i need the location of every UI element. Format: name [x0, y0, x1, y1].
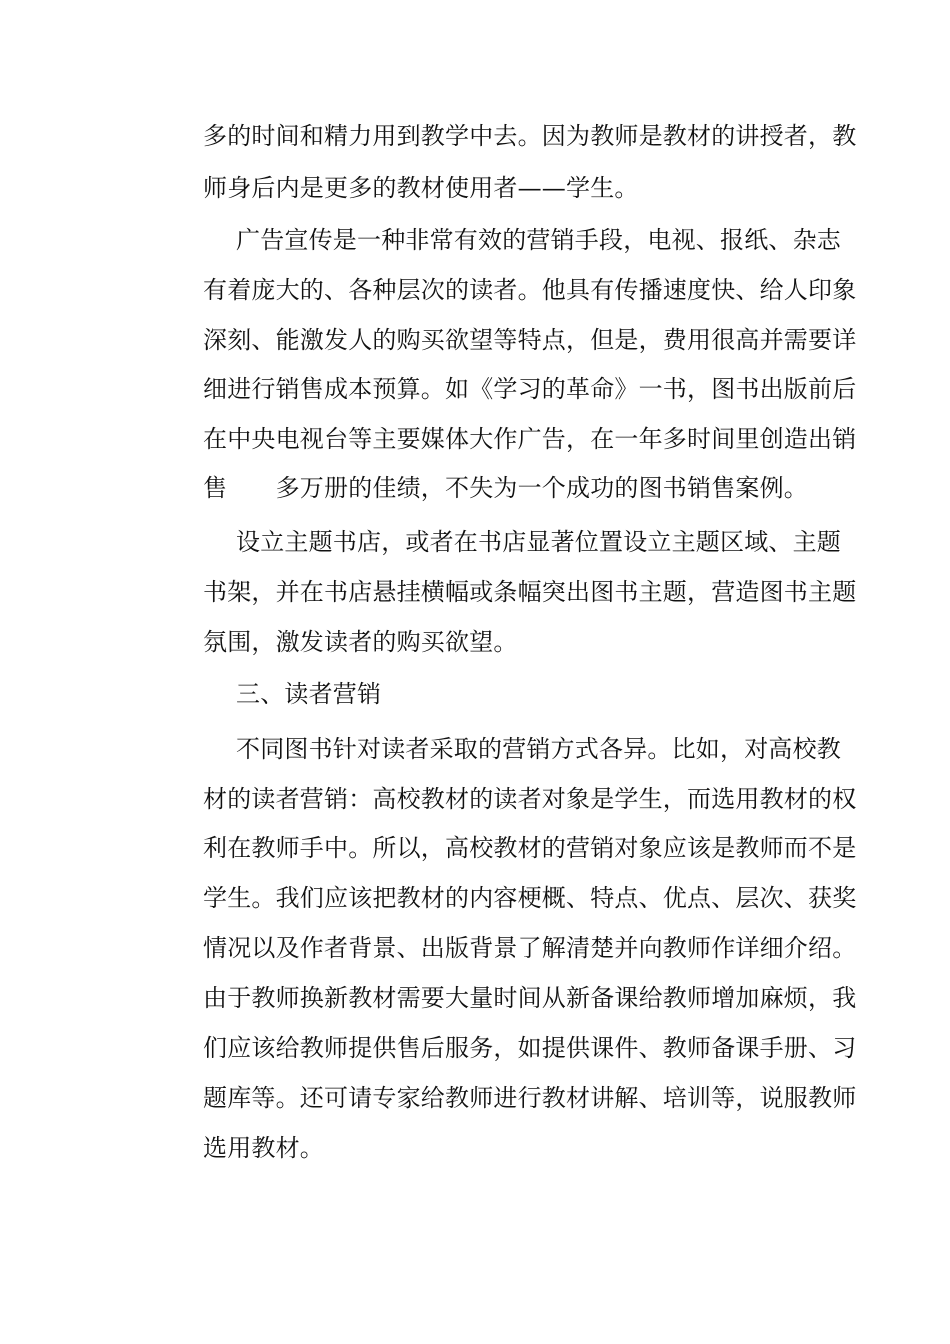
text-line: 利在教师手中。所以，高校教材的营销对象应该是教师而不是	[203, 834, 857, 862]
section-heading: 三、读者营销	[236, 680, 382, 708]
paragraph-start-line: 不同图书针对读者采取的营销方式各异。比如，对高校教	[236, 735, 841, 763]
text-line: 材的读者营销：高校教材的读者对象是学生，而选用教材的权	[203, 785, 857, 813]
text-line: 学生。我们应该把教材的内容梗概、特点、优点、层次、获奖	[203, 884, 857, 912]
text-line: 书架，并在书店悬挂横幅或条幅突出图书主题，营造图书主题	[203, 578, 857, 606]
paragraph-start-line: 设立主题书店，或者在书店显著位置设立主题区域、主题	[236, 528, 841, 556]
text-line: 有着庞大的、各种层次的读者。他具有传播速度快、给人印象	[203, 276, 857, 304]
text-line: 由于教师换新教材需要大量时间从新备课给教师增加麻烦，我	[203, 984, 857, 1012]
text-line: 师身后内是更多的教材使用者——学生。	[203, 174, 639, 202]
text-line: 深刻、能激发人的购买欲望等特点，但是，费用很高并需要详	[203, 326, 857, 354]
text-line: 多的时间和精力用到教学中去。因为教师是教材的讲授者，教	[203, 122, 857, 150]
text-line: 情况以及作者背景、出版背景了解清楚并向教师作详细介绍。	[203, 934, 857, 962]
text-line: 氛围，激发读者的购买欲望。	[203, 628, 518, 656]
text-line: 细进行销售成本预算。如《学习的革命》一书，图书出版前后	[203, 375, 857, 403]
text-line: 售 多万册的佳绩，不失为一个成功的图书销售案例。	[203, 474, 808, 502]
text-line: 们应该给教师提供售后服务，如提供课件、教师备课手册、习	[203, 1034, 857, 1062]
text-line: 选用教材。	[203, 1134, 324, 1162]
paragraph-start-line: 广告宣传是一种非常有效的营销手段，电视、报纸、杂志	[236, 226, 841, 254]
text-line: 在中央电视台等主要媒体大作广告，在一年多时间里创造出销	[203, 425, 857, 453]
text-line: 题库等。还可请专家给教师进行教材讲解、培训等，说服教师	[203, 1084, 857, 1112]
